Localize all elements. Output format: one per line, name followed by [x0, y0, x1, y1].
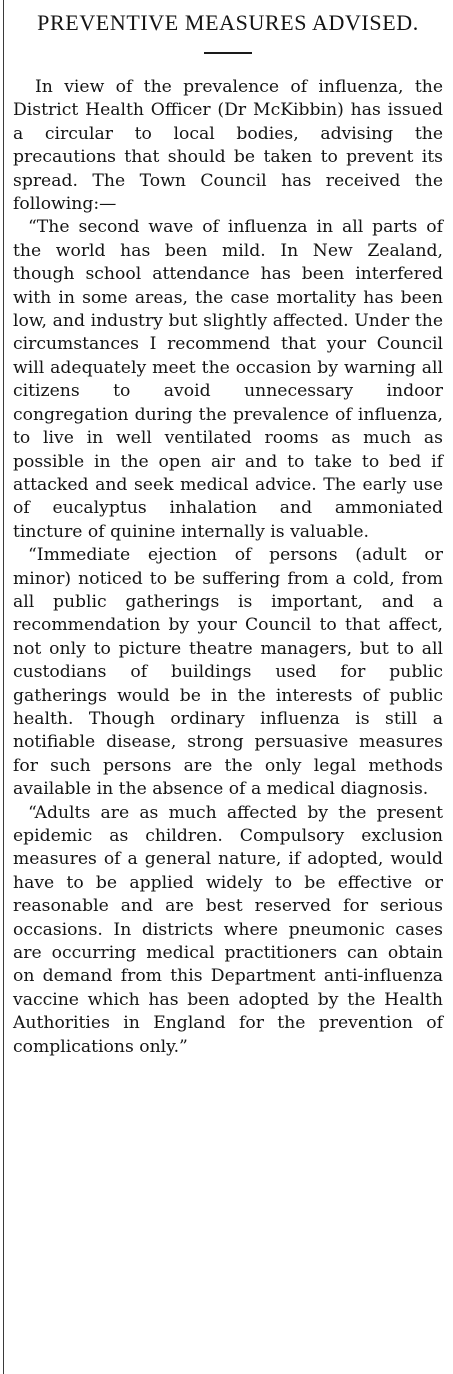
- article-paragraph-2: “The second wave of influenza in all parts of the world has been mild. In New Zealand, though school attendance has been interfered with in some areas, the case mortality has been low, and industry but slightly affected. Under the circumstances I recommend that your Council will adequately meet the occasion by warning all citizens to avoid unnecessary indoor congregation during the prevalence of influenza, to live in well ventilated rooms as much as possible in the open air and to take to bed if attacked and seek medical advice. The early use of eucalyptus inhalation and ammoniated tincture of quinine internally is valuable.: [13, 217, 443, 542]
- headline-divider: [204, 52, 252, 54]
- article-paragraph-3: “Immediate ejection of persons (adult or minor) noticed to be suffering from a cold, from all public gatherings is important, and a recommendation by your Council to that affect, not only to picture theatre managers, but to all custodians of buildings used for public gatherings would be in the interests of public health. Though ordinary influenza is still a notifiable disease, strong persuasive measures for such persons are the only legal methods available in the absence of a medical diagnosis.: [13, 545, 443, 800]
- article-paragraph-1: In view of the prevalence of influenza, the District Health Officer (Dr McKibbin) has issued a circular to local bodies, advising the precautions that should be taken to prevent its spread. The Town Council has received the following:—: [13, 77, 443, 215]
- article-paragraph-4: “Adults are as much affected by the present epidemic as children. Compulsory exclusion measures of a general nature, if adopted, would have to be applied widely to be effective or reasonable and are best reserved for serious occasions. In districts where pneumonic cases are occurring medical practitioners can obtain on demand from this Department anti-influenza vaccine which has been adopted by the Health Authorities in England for the prevention of complications only.”: [13, 802, 443, 1057]
- column-rule: [3, 0, 4, 1374]
- article-headline: PREVENTIVE MEASURES ADVISED.: [37, 10, 419, 35]
